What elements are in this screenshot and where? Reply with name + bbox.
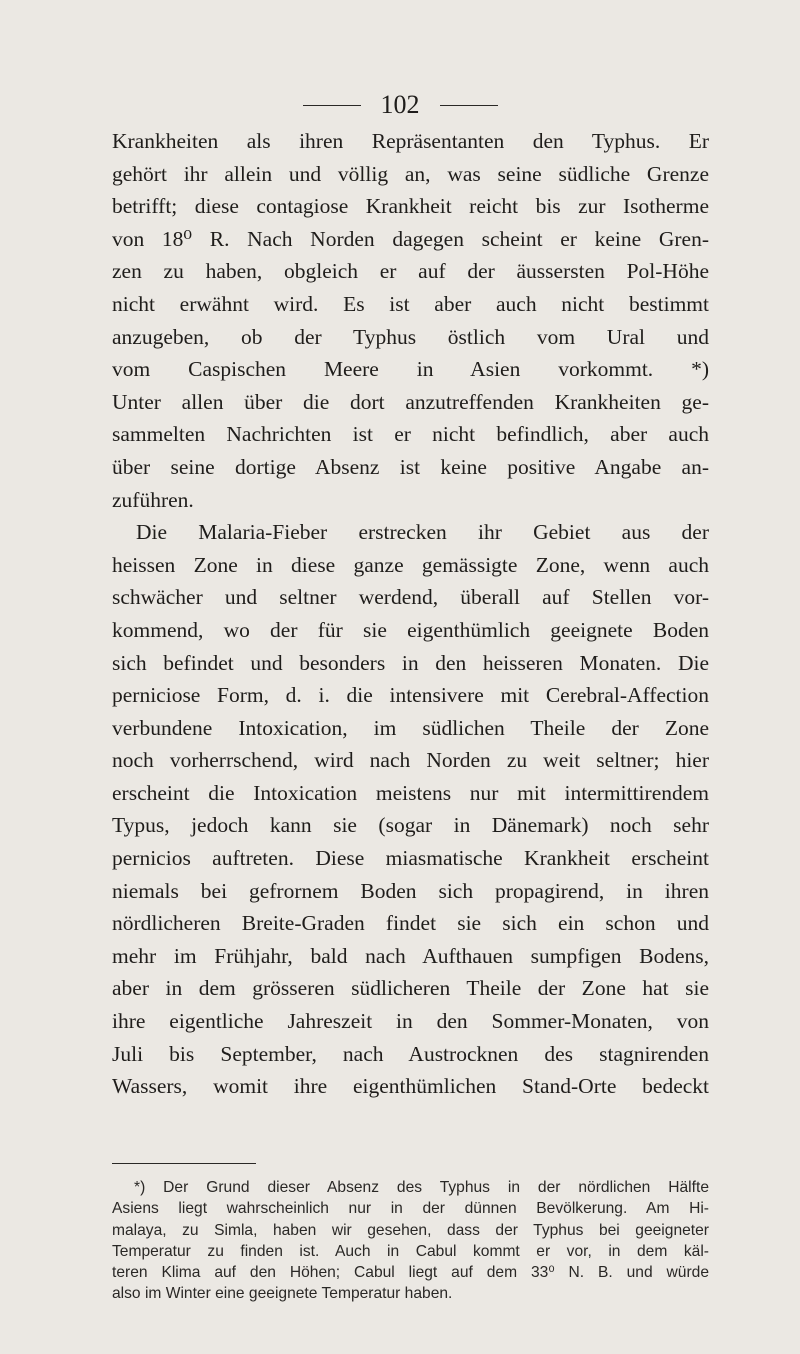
footnote (112, 1177, 709, 1305)
text-line: schwächer und seltner werdend, überall auf Stellen vor- (112, 585, 709, 610)
page-header (0, 92, 800, 118)
footnote-line: also im Winter eine geeignete Temperatur haben. (112, 1285, 453, 1303)
text-line: ihre eigentliche Jahreszeit in den Sommer-Monaten, von (112, 1009, 709, 1034)
text-line: Typus, jedoch kann sie (sogar in Dänemark) noch sehr (112, 813, 709, 838)
header-rule-right (440, 105, 498, 106)
header-rule-left (303, 105, 361, 106)
text-line: Juli bis September, nach Austrocknen des stagnirenden (112, 1041, 709, 1066)
text-line: heissen Zone in diese ganze gemässigte Zone, wenn auch (112, 552, 709, 577)
text-line: verbundene Intoxication, im südlichen Theile der Zone (112, 715, 709, 740)
text-line: Krankheiten als ihren Repräsentanten den Typhus. Er (112, 129, 709, 153)
text-line: sich befindet und besonders in den heisseren Monaten. Die (112, 650, 709, 675)
text-line: nördlicheren Breite-Graden findet sie sich ein schon und (112, 911, 709, 936)
text-line: niemals bei gefrornem Boden sich propagirend, in ihren (112, 878, 709, 903)
text-line: erscheint die Intoxication meistens nur mit intermittirendem (112, 780, 709, 805)
footnote-line: malaya, zu Simla, haben wir gesehen, dass der Typhus bei geeigneter (112, 1221, 709, 1239)
page-number: 102 (380, 90, 420, 119)
text-line: zen zu haben, obgleich er auf der äussersten Pol-Höhe (112, 259, 709, 284)
text-line: noch vorherrschend, wird nach Norden zu weit seltner; hier (112, 748, 709, 773)
text-line: aber in dem grösseren südlicheren Theile der Zone hat sie (112, 976, 709, 1001)
footnote-line: Temperatur zu finden ist. Auch in Cabul kommt er vor, in dem käl- (112, 1242, 709, 1260)
text-line: nicht erwähnt wird. Es ist aber auch nicht bestimmt (112, 291, 709, 316)
text-line: von 18⁰ R. Nach Norden dagegen scheint er keine Gren- (112, 226, 709, 251)
text-line: pernicios auftreten. Diese miasmatische Krankheit erscheint (112, 846, 709, 871)
text-line: betrifft; diese contagiose Krankheit reicht bis zur Isotherme (112, 194, 709, 219)
text-line: mehr im Frühjahr, bald nach Aufthauen sumpfigen Bodens, (112, 943, 709, 968)
text-line: sammelten Nachrichten ist er nicht befindlich, aber auch (112, 422, 709, 447)
text-line: gehört ihr allein und völlig an, was seine südliche Grenze (112, 161, 709, 186)
footnote-line: *) Der Grund dieser Absenz des Typhus in der nördlichen Hälfte (134, 1179, 709, 1196)
main-text (112, 125, 709, 1103)
text-line: Unter allen über die dort anzutreffenden Krankheiten ge- (112, 389, 709, 414)
footnote-line: teren Klima auf den Höhen; Cabul liegt auf dem 33⁰ N. B. und würde (112, 1264, 709, 1282)
text-line: anzugeben, ob der Typhus östlich vom Ural und (112, 324, 709, 349)
text-line: perniciose Form, d. i. die intensivere mit Cerebral-Affection (112, 683, 709, 708)
text-line: Die Malaria-Fieber erstrecken ihr Gebiet aus der (136, 520, 709, 545)
footnote-divider (112, 1163, 256, 1164)
text-line: über seine dortige Absenz ist keine positive Angabe an- (112, 454, 709, 479)
text-line: vom Caspischen Meere in Asien vorkommt. *) (112, 357, 709, 382)
text-line: zuführen. (112, 487, 194, 512)
text-line: Wassers, womit ihre eigenthümlichen Stand-Orte bedeckt (112, 1074, 709, 1099)
footnote-line: Asiens liegt wahrscheinlich nur in der dünnen Bevölkerung. Am Hi- (112, 1200, 709, 1218)
text-line: kommend, wo der für sie eigenthümlich geeignete Boden (112, 617, 709, 642)
